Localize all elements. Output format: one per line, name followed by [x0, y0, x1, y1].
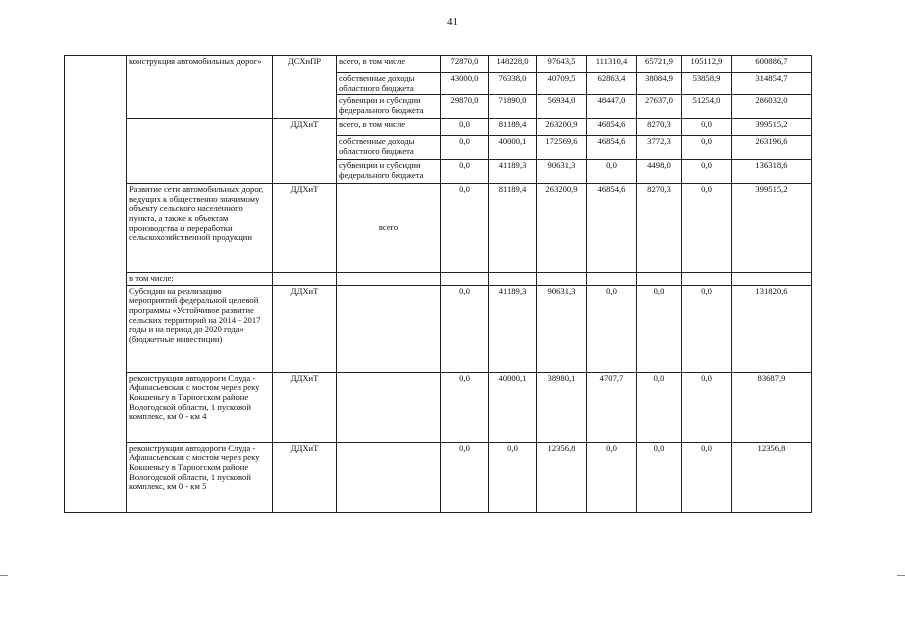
total-cell: 263196,6: [732, 136, 812, 160]
value-cell: 76338,0: [489, 73, 537, 95]
page-edge-mark: [0, 575, 8, 576]
value-cell: 263200,9: [537, 119, 587, 136]
value-cell: 8270,3: [637, 119, 682, 136]
value-cell: 0,0: [587, 160, 637, 184]
value-cell: 12356,8: [537, 442, 587, 512]
value-cell: 46854,6: [587, 119, 637, 136]
value-cell: 56934,0: [537, 95, 587, 119]
total-cell: 399515,2: [732, 184, 812, 273]
value-cell: 43000,0: [441, 73, 489, 95]
value-cell: 3772,3: [637, 136, 682, 160]
table-row: [65, 273, 812, 286]
value-cell: 41189,3: [489, 160, 537, 184]
funding-source: [337, 372, 441, 442]
funding-source: [337, 285, 441, 372]
table-row: [65, 184, 812, 273]
empty-cell: [441, 273, 489, 286]
total-cell: 314854,7: [732, 73, 812, 95]
table-row: [65, 119, 812, 136]
value-cell: 0,0: [441, 119, 489, 136]
empty-cell: [637, 273, 682, 286]
value-cell: 0,0: [682, 136, 732, 160]
value-cell: 46854,6: [587, 184, 637, 273]
empty-cell: [682, 273, 732, 286]
funding-source: собственные доходы областного бюджета: [337, 73, 441, 95]
total-cell: 136318,6: [732, 160, 812, 184]
executor-cell: ДДХиТ: [273, 184, 337, 273]
value-cell: 81189,4: [489, 184, 537, 273]
value-cell: 27637,0: [637, 95, 682, 119]
value-cell: 0,0: [682, 160, 732, 184]
value-cell: 65721,9: [637, 56, 682, 73]
value-cell: 48447,0: [587, 95, 637, 119]
value-cell: 90631,3: [537, 160, 587, 184]
page-edge-mark: [897, 575, 905, 576]
total-cell: 600886,7: [732, 56, 812, 73]
value-cell: 0,0: [637, 285, 682, 372]
empty-cell: [489, 273, 537, 286]
executor-cell: ДСХиПР: [273, 56, 337, 119]
value-cell: 51254,0: [682, 95, 732, 119]
executor-cell: ДДХиТ: [273, 372, 337, 442]
table-row: [65, 372, 812, 442]
value-cell: 0,0: [489, 442, 537, 512]
value-cell: 62863,4: [587, 73, 637, 95]
value-cell: 263200,9: [537, 184, 587, 273]
table-row: [65, 56, 812, 73]
value-cell: 0,0: [637, 442, 682, 512]
blank-column: [65, 56, 127, 513]
value-cell: 8270,3: [637, 184, 682, 273]
funding-source: собственные доходы областного бюджета: [337, 136, 441, 160]
value-cell: 105112,9: [682, 56, 732, 73]
budget-table: [64, 55, 812, 513]
value-cell: 0,0: [682, 119, 732, 136]
value-cell: 40709,5: [537, 73, 587, 95]
value-cell: 0,0: [441, 285, 489, 372]
table-row: [65, 285, 812, 372]
value-cell: 0,0: [441, 442, 489, 512]
value-cell: 46854,6: [587, 136, 637, 160]
section-label: в том числе:: [127, 273, 273, 286]
funding-source: субвенции и субсидии федерального бюджета: [337, 95, 441, 119]
value-cell: 40000,1: [489, 136, 537, 160]
empty-cell: [273, 273, 337, 286]
executor-cell: ДДХиТ: [273, 119, 337, 184]
value-cell: 41189,3: [489, 285, 537, 372]
value-cell: 29870,0: [441, 95, 489, 119]
measure-description: Субсидии на реализацию мероприятий федеральной целевой программы «Устойчивое развитие сельских территорий на 2014 - 2017 годы и на период до 2020 года» (бюджетные инвестиции): [127, 285, 273, 372]
value-cell: 0,0: [682, 184, 732, 273]
value-cell: 148228,0: [489, 56, 537, 73]
funding-source: всего: [337, 184, 441, 273]
value-cell: 81189,4: [489, 119, 537, 136]
executor-cell: ДДХиТ: [273, 442, 337, 512]
value-cell: 71890,0: [489, 95, 537, 119]
measure-description: реконструкция автодороги Слуда - Афанасьевская с мостом через реку Кокшеньгу в Тарногском районе Вологодской области, 1 пусковой комплекс, км 0 - км 5: [127, 442, 273, 512]
page-number: 41: [447, 16, 458, 28]
value-cell: 40000,1: [489, 372, 537, 442]
value-cell: 0,0: [587, 442, 637, 512]
total-cell: 286032,0: [732, 95, 812, 119]
value-cell: 4498,0: [637, 160, 682, 184]
total-cell: 399515,2: [732, 119, 812, 136]
value-cell: 97643,5: [537, 56, 587, 73]
value-cell: 111310,4: [587, 56, 637, 73]
executor-cell: ДДХиТ: [273, 285, 337, 372]
value-cell: 0,0: [587, 285, 637, 372]
empty-cell: [587, 273, 637, 286]
value-cell: 38084,9: [637, 73, 682, 95]
funding-source: всего, в том числе: [337, 56, 441, 73]
value-cell: 53858,9: [682, 73, 732, 95]
funding-source: субвенции и субсидии федерального бюджета: [337, 160, 441, 184]
value-cell: 0,0: [682, 442, 732, 512]
value-cell: 4707,7: [587, 372, 637, 442]
empty-cell: [337, 273, 441, 286]
measure-description: реконструкция автодороги Слуда - Афанасьевская с мостом через реку Кокшеньгу в Тарногском районе Вологодской области, 1 пусковой комплекс, км 0 - км 4: [127, 372, 273, 442]
value-cell: 0,0: [682, 372, 732, 442]
measure-description: Развитие сети автомобильных дорог, ведущих к общественно значимому объекту сельского населенного пункта, а также к объектам производства и переработки сельскохозяйственной продукции: [127, 184, 273, 273]
value-cell: 172569,6: [537, 136, 587, 160]
value-cell: 0,0: [637, 372, 682, 442]
total-cell: 12356,8: [732, 442, 812, 512]
value-cell: 90631,3: [537, 285, 587, 372]
funding-source: всего, в том числе: [337, 119, 441, 136]
measure-description: конструкция автомобильных дорог»: [127, 56, 273, 119]
value-cell: 0,0: [441, 160, 489, 184]
empty-cell: [537, 273, 587, 286]
value-cell: 0,0: [682, 285, 732, 372]
value-cell: 38980,1: [537, 372, 587, 442]
value-cell: 0,0: [441, 136, 489, 160]
funding-source: [337, 442, 441, 512]
total-cell: 83687,9: [732, 372, 812, 442]
value-cell: 0,0: [441, 184, 489, 273]
empty-cell: [732, 273, 812, 286]
table-row: [65, 442, 812, 512]
value-cell: 72870,0: [441, 56, 489, 73]
measure-description: [127, 119, 273, 184]
total-cell: 131820,6: [732, 285, 812, 372]
value-cell: 0,0: [441, 372, 489, 442]
